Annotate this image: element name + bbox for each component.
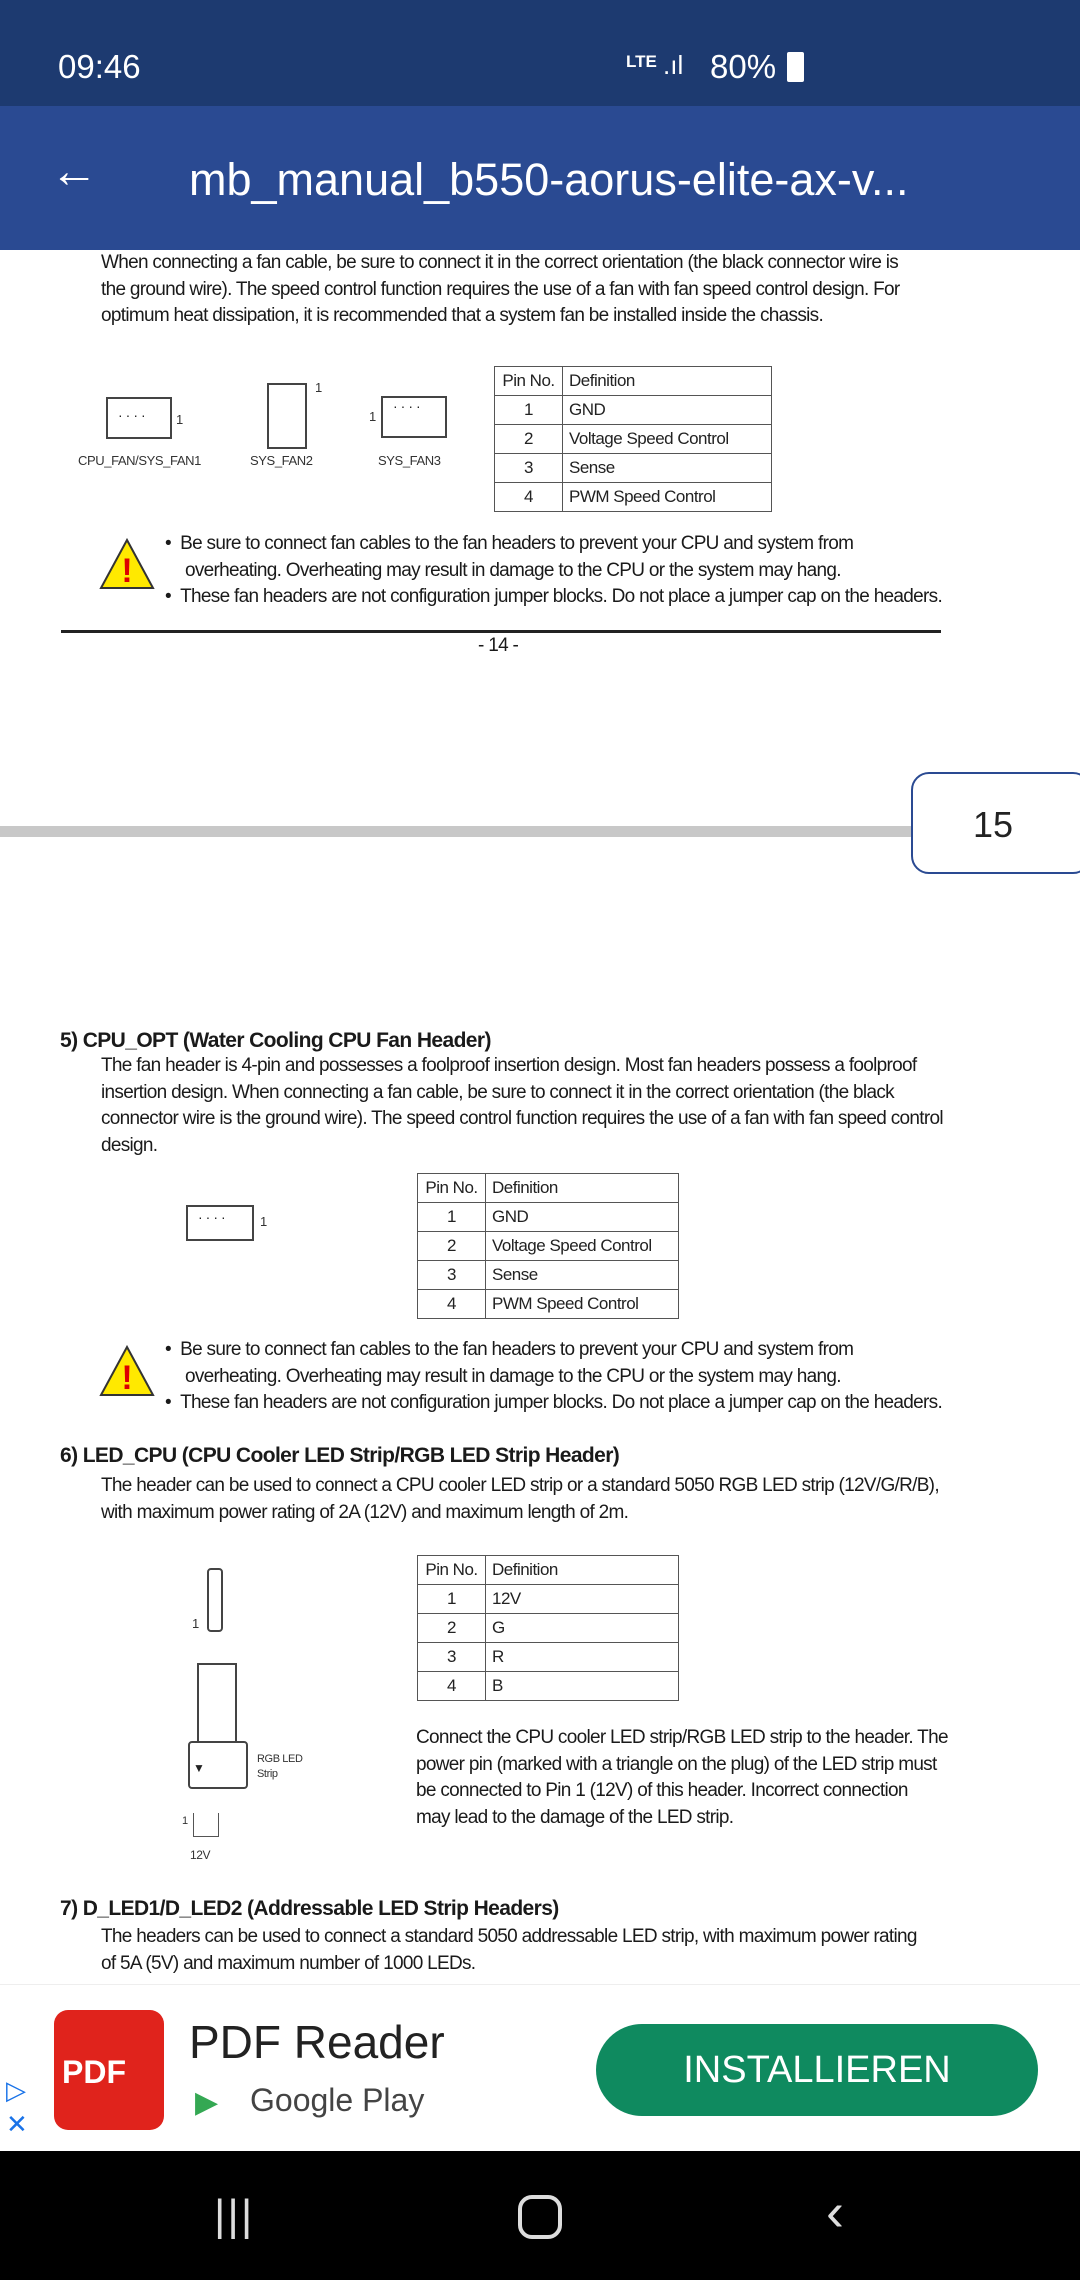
table-cell: 12V xyxy=(486,1585,679,1614)
table-cell: Voltage Speed Control xyxy=(563,425,772,454)
table-cell: B xyxy=(486,1672,679,1701)
recent-apps-icon[interactable]: ||| xyxy=(214,2191,255,2240)
table-row xyxy=(418,1290,679,1319)
warning-icon xyxy=(99,538,155,590)
ad-title[interactable]: PDF Reader xyxy=(189,2016,445,2068)
table-row xyxy=(418,1672,679,1701)
cpu-opt-pin-table xyxy=(417,1173,679,1319)
table-cell: Definition xyxy=(486,1556,679,1585)
led-pin-table xyxy=(417,1555,679,1701)
table-cell: Definition xyxy=(486,1174,679,1203)
led-plug-diagram xyxy=(197,1663,237,1743)
section6-text: The header can be used to connect a CPU cooler LED strip or a standard 5050 RGB LED strip (12V/G/R/B), with maximum power rating of 2A (12V) and maximum length of 2m. xyxy=(101,1475,939,1523)
table-row xyxy=(495,483,772,512)
pin1-label: 1 xyxy=(192,1616,199,1631)
section-heading: 6) LED_CPU (CPU Cooler LED Strip/RGB LED Strip Header) xyxy=(60,1444,620,1467)
table-cell: 1 xyxy=(495,396,563,425)
navigation-bar xyxy=(0,2151,1080,2280)
table-row xyxy=(495,367,772,396)
connector-label: SYS_FAN3 xyxy=(378,453,441,468)
page-indicator-number: 15 xyxy=(973,804,1014,845)
table-cell: Pin No. xyxy=(418,1556,486,1585)
led-plug-body: ▼ xyxy=(188,1741,248,1789)
table-cell: PWM Speed Control xyxy=(486,1290,679,1319)
table-cell: 4 xyxy=(418,1290,486,1319)
table-cell: GND xyxy=(563,396,772,425)
led-header-diagram xyxy=(207,1568,223,1632)
pdf-app-icon[interactable] xyxy=(54,2010,164,2130)
svg-text:!: ! xyxy=(121,552,133,590)
table-row xyxy=(418,1585,679,1614)
app-bar xyxy=(0,106,1080,250)
text-line: the ground wire). The speed control function requires the use of a fan with fan speed control design. For xyxy=(101,278,900,300)
table-row xyxy=(418,1556,679,1585)
table-cell: Pin No. xyxy=(495,367,563,396)
table-cell: 2 xyxy=(495,425,563,454)
table-cell: PWM Speed Control xyxy=(563,483,772,512)
section5-warnings: • Be sure to connect fan cables to the fan headers to prevent your CPU and system from overheating. Overheating may result in damage to the CPU or the system may hang. • These fan headers are not configuration jumper blocks. Do not place a jumper cap on the headers. xyxy=(165,1339,943,1413)
section-heading: 7) D_LED1/D_LED2 (Addressable LED Strip Headers) xyxy=(60,1897,559,1920)
svg-text:!: ! xyxy=(121,1359,133,1397)
fan-pin-table xyxy=(494,366,772,512)
table-row xyxy=(418,1261,679,1290)
lte-icon: LTE xyxy=(626,52,657,71)
page14-warnings: • Be sure to connect fan cables to the fan headers to prevent your CPU and system from overheating. Overheating may result in damage to the CPU or the system may hang. • These fan headers are not configuration jumper blocks. Do not place a jumper cap on the headers. xyxy=(165,533,943,607)
back-arrow-icon[interactable]: ← xyxy=(50,145,98,198)
ad-store: Google Play xyxy=(250,2082,425,2118)
table-cell: Voltage Speed Control xyxy=(486,1232,679,1261)
section-heading: 5) CPU_OPT (Water Cooling CPU Fan Header) xyxy=(60,1029,491,1052)
table-cell: 4 xyxy=(495,483,563,512)
section7-text: The headers can be used to connect a standard 5050 addressable LED strip, with maximum power rating of 5A (5V) and maximum number of 1000 LEDs. xyxy=(101,1926,917,1974)
page-indicator[interactable] xyxy=(911,772,1080,874)
table-row xyxy=(418,1232,679,1261)
cpu-opt-connector-diagram: ···· xyxy=(186,1205,254,1241)
document-title: mb_manual_b550-aorus-elite-ax-v... xyxy=(189,154,909,205)
table-cell: Sense xyxy=(486,1261,679,1290)
cpu-fan-connector-diagram: ···· xyxy=(106,397,172,439)
pin1-label: 1 xyxy=(369,409,376,424)
connector-label: CPU_FAN/SYS_FAN1 xyxy=(78,453,201,468)
table-cell: 2 xyxy=(418,1614,486,1643)
voltage-label: 12V xyxy=(190,1848,211,1862)
table-row xyxy=(418,1203,679,1232)
signal-icon: .ıl xyxy=(663,50,684,80)
strip-label: Strip xyxy=(257,1768,278,1780)
table-cell: Sense xyxy=(563,454,772,483)
table-cell: 4 xyxy=(418,1672,486,1701)
table-row xyxy=(418,1614,679,1643)
page14-paragraph xyxy=(101,250,900,330)
sys-fan2-connector-diagram xyxy=(267,383,307,449)
install-button[interactable]: INSTALLIEREN xyxy=(596,2024,1038,2116)
table-cell: Definition xyxy=(563,367,772,396)
table-cell: 1 xyxy=(418,1203,486,1232)
table-cell: 1 xyxy=(418,1585,486,1614)
sys-fan3-connector-diagram: ···· xyxy=(381,396,447,438)
table-row xyxy=(495,396,772,425)
table-cell: 3 xyxy=(418,1261,486,1290)
led-note: Connect the CPU cooler LED strip/RGB LED strip to the header. The power pin (marked with a triangle on the plug) of the LED strip must be connected to Pin 1 (12V) of this header. Incorrect connection may lead to the damage of the LED strip. xyxy=(416,1727,948,1828)
table-row xyxy=(495,454,772,483)
table-row xyxy=(418,1174,679,1203)
status-time: 09:46 xyxy=(58,48,141,85)
page-number: - 14 - xyxy=(478,635,519,656)
table-cell: 3 xyxy=(418,1643,486,1672)
ad-banner[interactable] xyxy=(0,1984,1080,2151)
status-bar xyxy=(0,0,1080,106)
section5-text: The fan header is 4-pin and possesses a foolproof insertion design. Most fan headers possess a foolproof insertion design. When connecting a fan cable, be sure to connect it in the correct orientation (the black connector wire is the ground wire). The speed control function requires the use of a fan with fan speed control design. xyxy=(101,1055,943,1156)
table-cell: R xyxy=(486,1643,679,1672)
back-nav-icon[interactable]: ‹ xyxy=(826,2182,844,2242)
text-line: optimum heat dissipation, it is recommended that a system fan be installed inside the chassis. xyxy=(101,305,824,326)
pin1-label: 1 xyxy=(176,412,183,427)
close-ad-icon[interactable]: ✕ xyxy=(6,2109,28,2139)
table-row xyxy=(495,425,772,454)
text-line: When connecting a fan cable, be sure to connect it in the correct orientation (the black connector wire is xyxy=(101,252,899,273)
table-cell: 2 xyxy=(418,1232,486,1261)
pin1-label: 1 xyxy=(315,380,322,395)
google-play-icon: ▶ xyxy=(195,2086,219,2119)
page-separator xyxy=(0,826,911,837)
table-cell: Pin No. xyxy=(418,1174,486,1203)
pin1-label: 1 xyxy=(182,1815,188,1827)
table-row xyxy=(418,1643,679,1672)
adchoices-icon[interactable]: ▷ xyxy=(6,2075,26,2105)
table-cell: GND xyxy=(486,1203,679,1232)
table-cell: G xyxy=(486,1614,679,1643)
warning-icon xyxy=(99,1345,155,1397)
battery-icon xyxy=(787,52,804,82)
home-icon[interactable] xyxy=(518,2195,562,2239)
led-wires-diagram xyxy=(193,1813,219,1837)
connector-label: SYS_FAN2 xyxy=(250,453,313,468)
pin1-label: 1 xyxy=(260,1214,267,1229)
pdf-icon-text: PDF xyxy=(62,2054,126,2090)
strip-label: RGB LED xyxy=(257,1753,303,1765)
table-cell: 3 xyxy=(495,454,563,483)
battery-level: 80% xyxy=(710,48,777,85)
